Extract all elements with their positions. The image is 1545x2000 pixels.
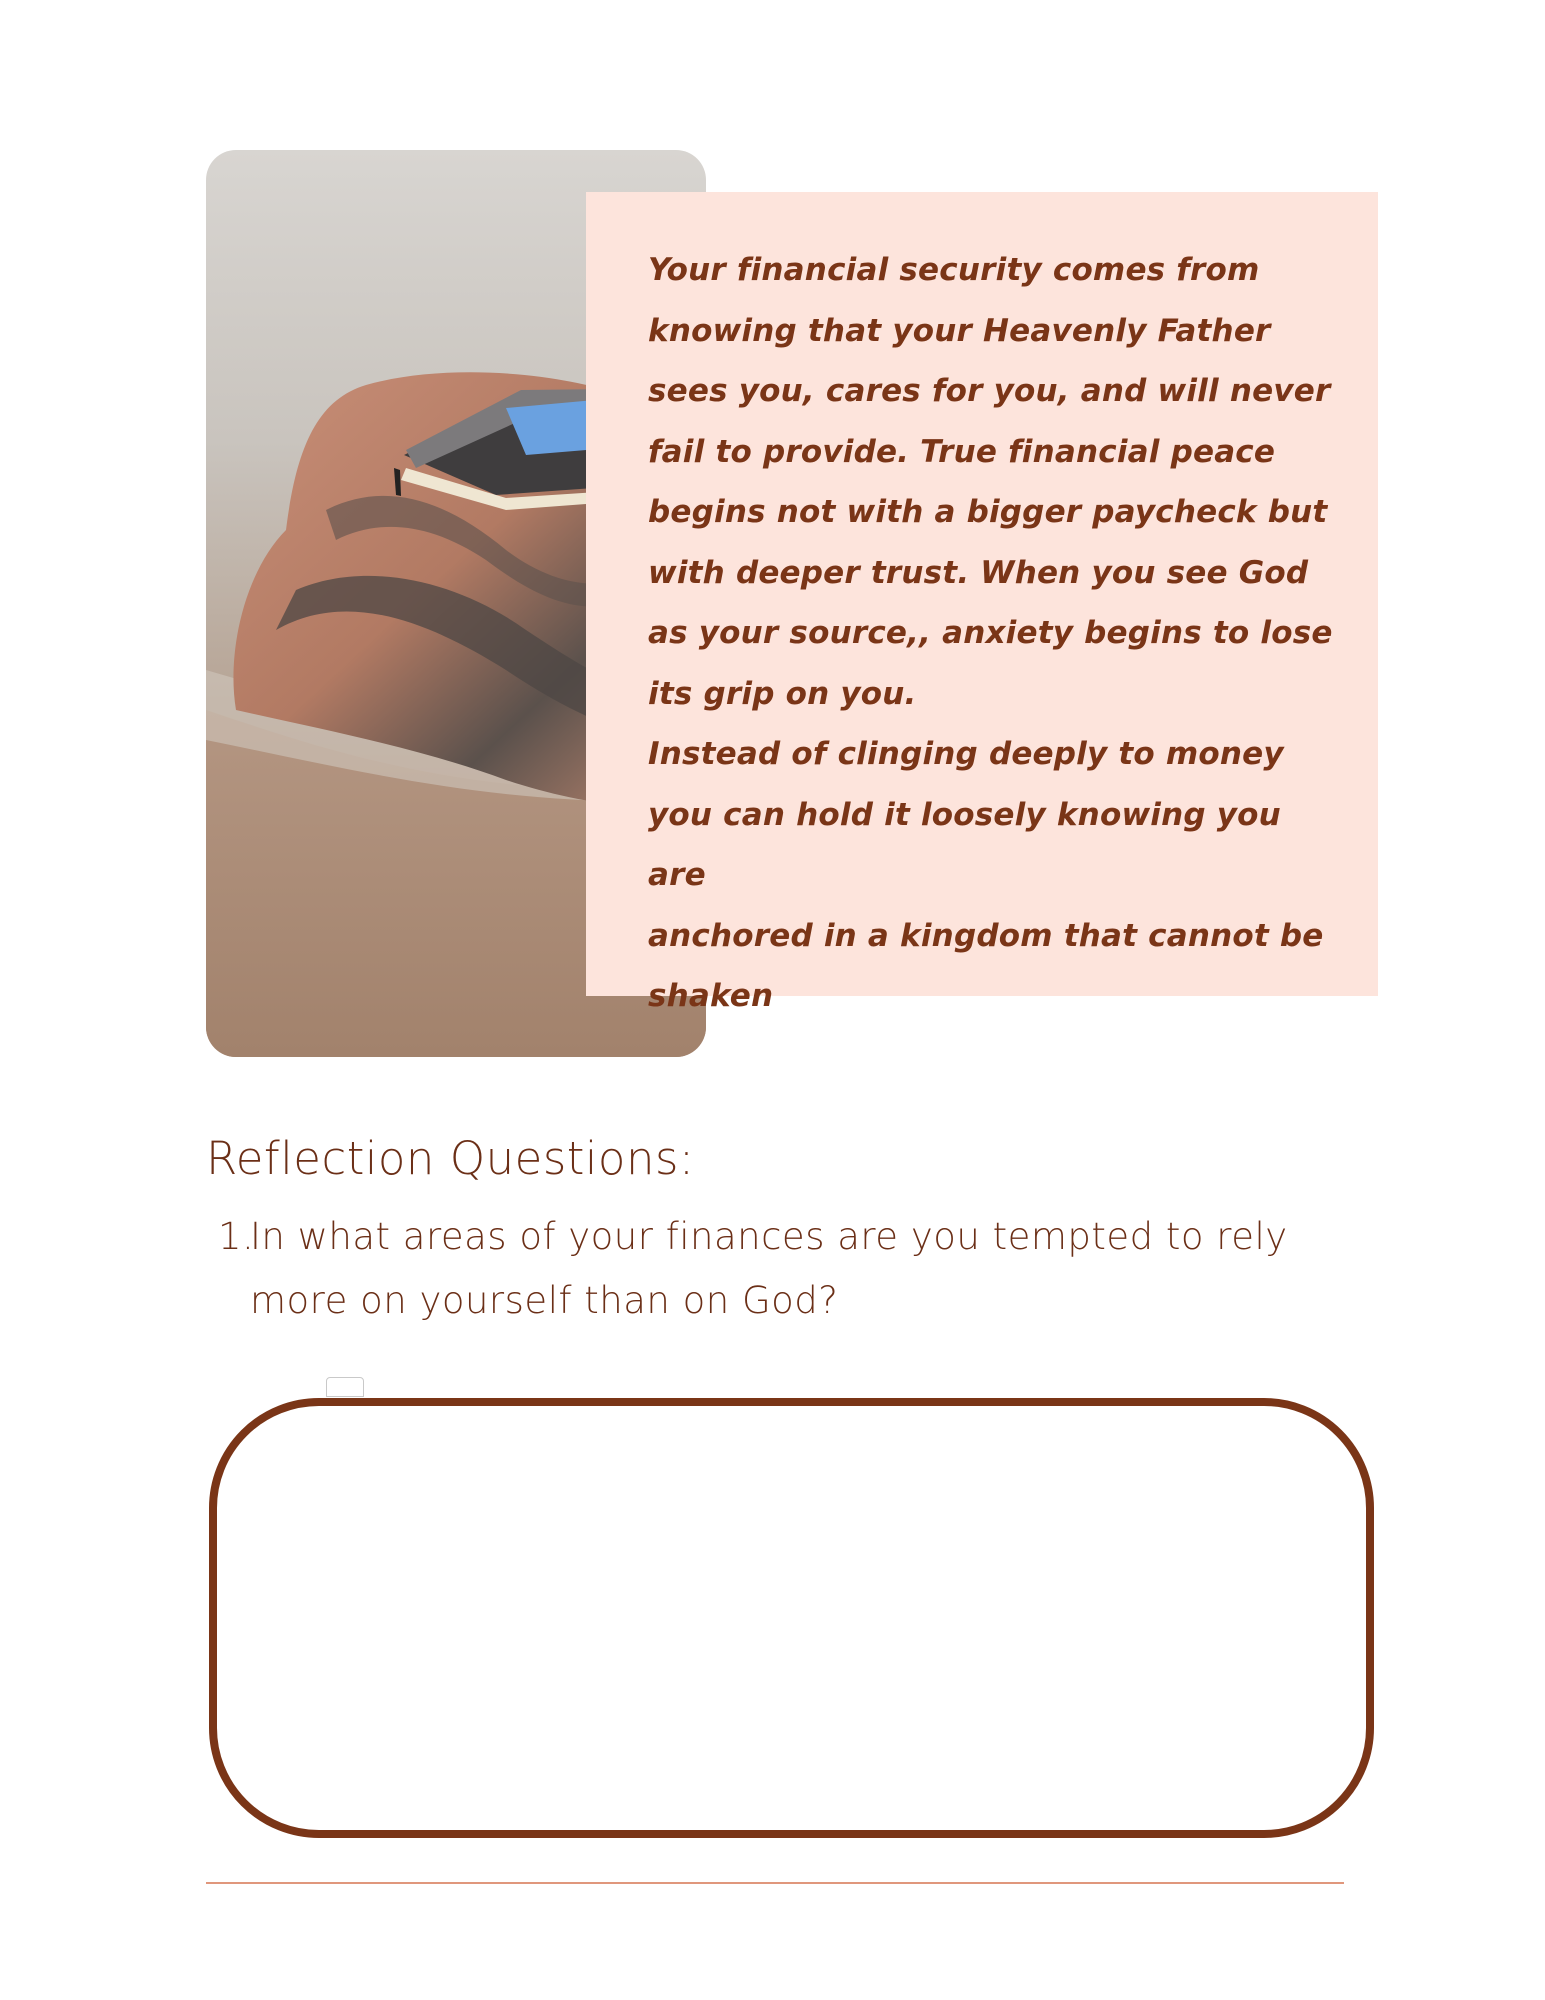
reflection-questions-heading: Reflection Questions:: [206, 1132, 695, 1185]
question-item: [206, 1205, 1386, 1333]
form-field-marker: [326, 1377, 364, 1397]
question-text: In what areas of your finances are you tempted to rely more on yourself than on God?: [250, 1215, 1288, 1322]
quote-text: Your financial security comes from knowing that your Heavenly Father sees you, cares for you, and will never fail to provide. True financial peace begins not with a bigger paycheck but with deeper trust. When you see God as your source,, anxiety begins to lose its grip on you. Instead of clinging deeply to money you can hold it loosely knowing you are anchored in a kingdom that cannot be shaken: [648, 252, 1333, 1014]
answer-box[interactable]: [209, 1398, 1374, 1838]
quote-box: [586, 192, 1378, 1014]
question-list: [206, 1205, 1386, 1333]
divider-line: [206, 1882, 1344, 1884]
question-number: 1.: [218, 1215, 255, 1258]
